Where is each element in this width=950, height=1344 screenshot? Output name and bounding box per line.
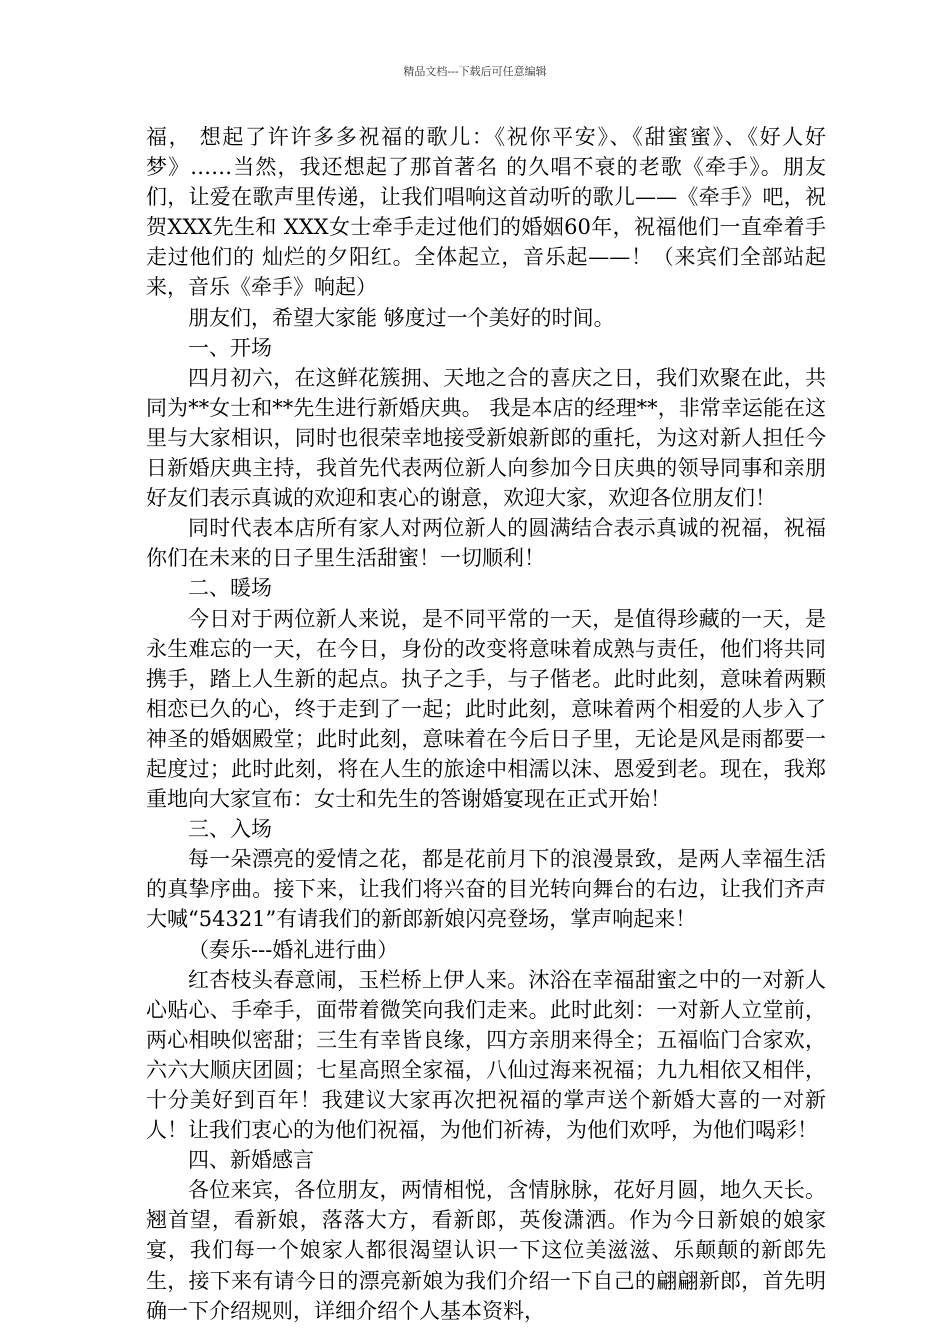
section-heading: 二、暖场 bbox=[188, 576, 272, 601]
paragraph: 四月初六，在这鲜花簇拥、天地之合的喜庆之日，我们欢聚在此，共同为**女士和**先生进行新婚庆典。 我是本店的经理**，非常幸运能在这里与大家相识，同时也很荣幸地接受新娘新郎的重托，为这对新人担任今日新婚庆典主持，我首先代表两位新人向参加今日庆典的领导同事和亲朋好友们表示真诚的欢迎和衷心的谢意，欢迎大家，欢迎各位朋友们！ bbox=[146, 365, 826, 511]
paragraph: 同时代表本店所有家人对两位新人的圆满结合表示真诚的祝福，祝福你们在未来的日子里生活甜蜜！一切顺利！ bbox=[146, 516, 826, 571]
paragraph: （奏乐---婚礼进行曲） bbox=[188, 937, 399, 962]
document-body bbox=[146, 122, 826, 1326]
paragraph: 红杏枝头春意闹，玉栏桥上伊人来。沐浴在幸福甜蜜之中的一对新人心贴心、手牵手，面带着微笑向我们走来。此时此刻：一对新人立堂前，两心相映似密甜；三生有幸皆良缘，四方亲朋来得全；五福临门合家欢，六六大顺庆团圆；七星高照全家福，八仙过海来祝福；九九相依又相伴，十分美好到百年！我建议大家再次把祝福的掌声送个新婚大喜的一对新人！让我们衷心的为他们祝福，为他们祈祷，为他们欢呼，为他们喝彩！ bbox=[146, 967, 826, 1143]
section-heading: 四、新婚感言 bbox=[188, 1148, 314, 1173]
paragraph: 今日对于两位新人来说，是不同平常的一天，是值得珍藏的一天，是永生难忘的一天，在今日，身份的改变将意味着成熟与责任，他们将共同携手，踏上人生新的起点。执子之手，与子偕老。此时此刻，意味着两颗相恋已久的心，终于走到了一起；此时此刻，意味着两个相爱的人步入了神圣的婚姻殿堂；此时此刻，意味着在今后日子里，无论是风是雨都要一起度过；此时此刻，将在人生的旅途中相濡以沫、恩爱到老。现在，我郑重地向大家宣布：女士和先生的答谢婚宴现在正式开始！ bbox=[146, 606, 826, 812]
section-heading: 一、开场 bbox=[188, 335, 272, 360]
paragraph: 朋友们，希望大家能 够度过一个美好的时间。 bbox=[188, 305, 615, 330]
paragraph: 各位来宾，各位朋友，两情相悦，含情脉脉，花好月圆，地久天长。翘首望，看新娘，落落大方，看新郎，英俊潇洒。作为今日新娘的娘家宴，我们每一个娘家人都很渴望认识一下这位美滋滋、乐颠颠的新郎先生，接下来有请今日的漂亮新娘为我们介绍一下自己的翩翩新郎，首先明确一下介绍规则，详细介绍个人基本资料， bbox=[146, 1178, 826, 1323]
paragraph: 每一朵漂亮的爱情之花，都是花前月下的浪漫景致，是两人幸福生活的真挚序曲。接下来，让我们将兴奋的目光转向舞台的右边，让我们齐声大喊“54321”有请我们的新郎新娘闪亮登场，掌声响起来！ bbox=[146, 847, 826, 932]
section-heading: 三、入场 bbox=[188, 817, 272, 842]
page-header: 精品文档---下载后可任意编辑 bbox=[403, 65, 547, 78]
paragraph: 福， 想起了许许多多祝福的歌儿：《祝你平安》、《甜蜜蜜》、《好人好梦》……当然，我还想起了那首著名 的久唱不衰的老歌《牵手》。朋友们，让爱在歌声里传递，让我们唱响这首动听的歌儿——《牵手》吧，祝贺XXX先生和 XXX女士牵手走过他们的婚姻60年，祝福他们一直牵着手走过他们的 灿烂的夕阳红。全体起立，音乐起——！（来宾们全部站起来，音乐《牵手》响起） bbox=[146, 125, 826, 300]
